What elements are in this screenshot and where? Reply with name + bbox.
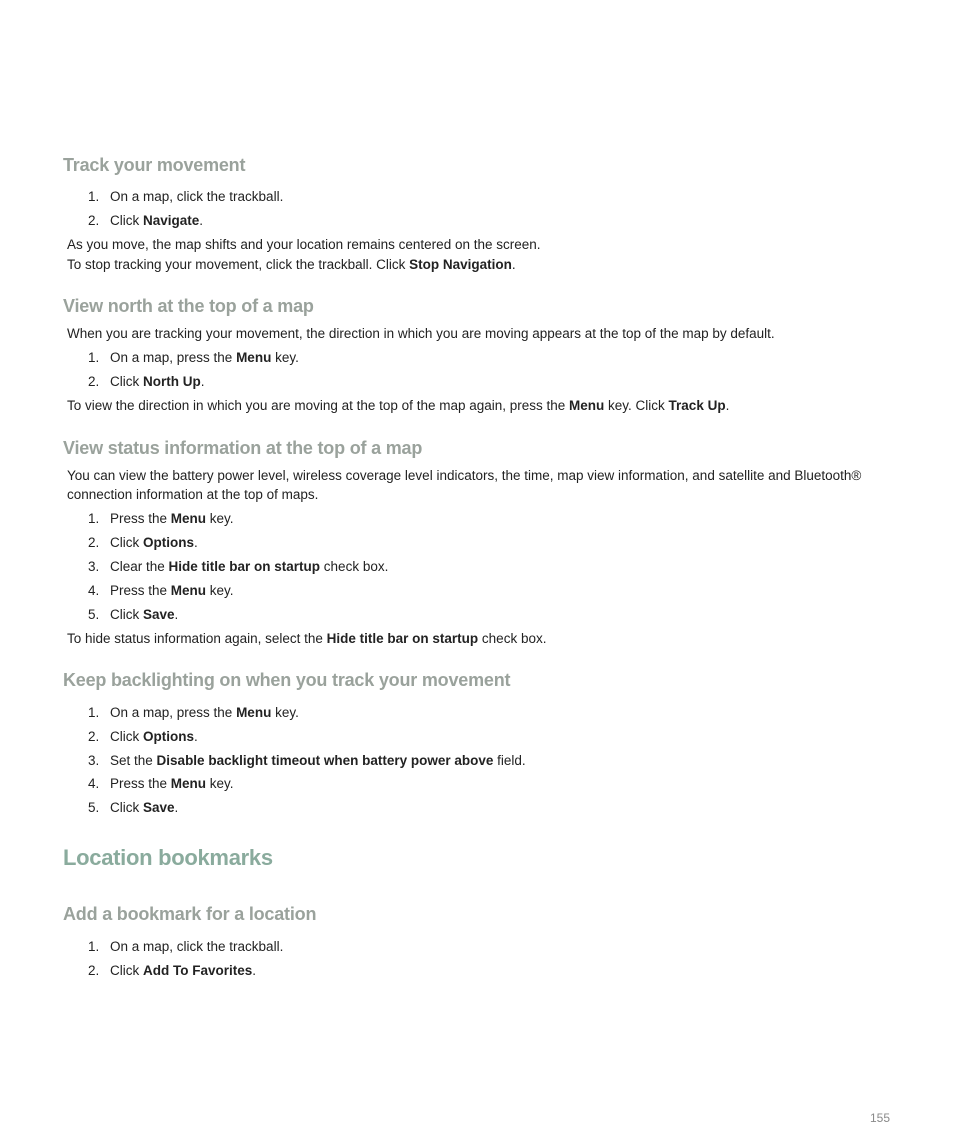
list-item: 3. Set the Disable backlight timeout when battery power above field.: [88, 753, 526, 768]
list-item: 4. Press the Menu key.: [88, 776, 234, 791]
section-heading-track-movement: Track your movement: [63, 155, 246, 175]
paragraph: As you move, the map shifts and your location remains centered on the screen.: [67, 237, 541, 252]
paragraph: You can view the battery power level, wireless coverage level indicators, the time, map view information, and satellite and Bluetooth®: [67, 468, 862, 483]
paragraph: When you are tracking your movement, the direction in which you are moving appears at the top of the map by default.: [67, 326, 775, 341]
paragraph: To view the direction in which you are moving at the top of the map again, press the Menu key. Click Track Up.: [67, 398, 730, 413]
list-item: 2. Click Options.: [88, 535, 198, 550]
list-item: 3. Clear the Hide title bar on startup check box.: [88, 559, 389, 574]
list-item: 1. Press the Menu key.: [88, 511, 234, 526]
section-heading-keep-backlighting: Keep backlighting on when you track your movement: [63, 670, 511, 690]
chapter-heading-location-bookmarks: Location bookmarks: [63, 845, 273, 870]
section-heading-view-status: View status information at the top of a map: [63, 438, 423, 458]
list-item: 1. On a map, click the trackball.: [88, 189, 284, 204]
list-item: 5. Click Save.: [88, 800, 179, 815]
paragraph: To stop tracking your movement, click the trackball. Click Stop Navigation.: [67, 257, 516, 272]
section-heading-view-north: View north at the top of a map: [63, 296, 314, 316]
list-item: 2. Click North Up.: [88, 374, 205, 389]
paragraph: connection information at the top of maps.: [67, 487, 319, 502]
list-item: 4. Press the Menu key.: [88, 583, 234, 598]
list-item: 2. Click Add To Favorites.: [88, 963, 257, 978]
list-item: 2. Click Navigate.: [88, 213, 204, 228]
list-item: 1. On a map, press the Menu key.: [88, 350, 299, 365]
list-item: 1. On a map, click the trackball.: [88, 939, 284, 954]
list-item: 1. On a map, press the Menu key.: [88, 705, 299, 720]
list-item: 5. Click Save.: [88, 607, 179, 622]
paragraph: To hide status information again, select the Hide title bar on startup check box.: [67, 631, 547, 646]
section-heading-add-bookmark: Add a bookmark for a location: [63, 904, 317, 924]
page-number: 155: [869, 1111, 890, 1125]
list-item: 2. Click Options.: [88, 729, 198, 744]
